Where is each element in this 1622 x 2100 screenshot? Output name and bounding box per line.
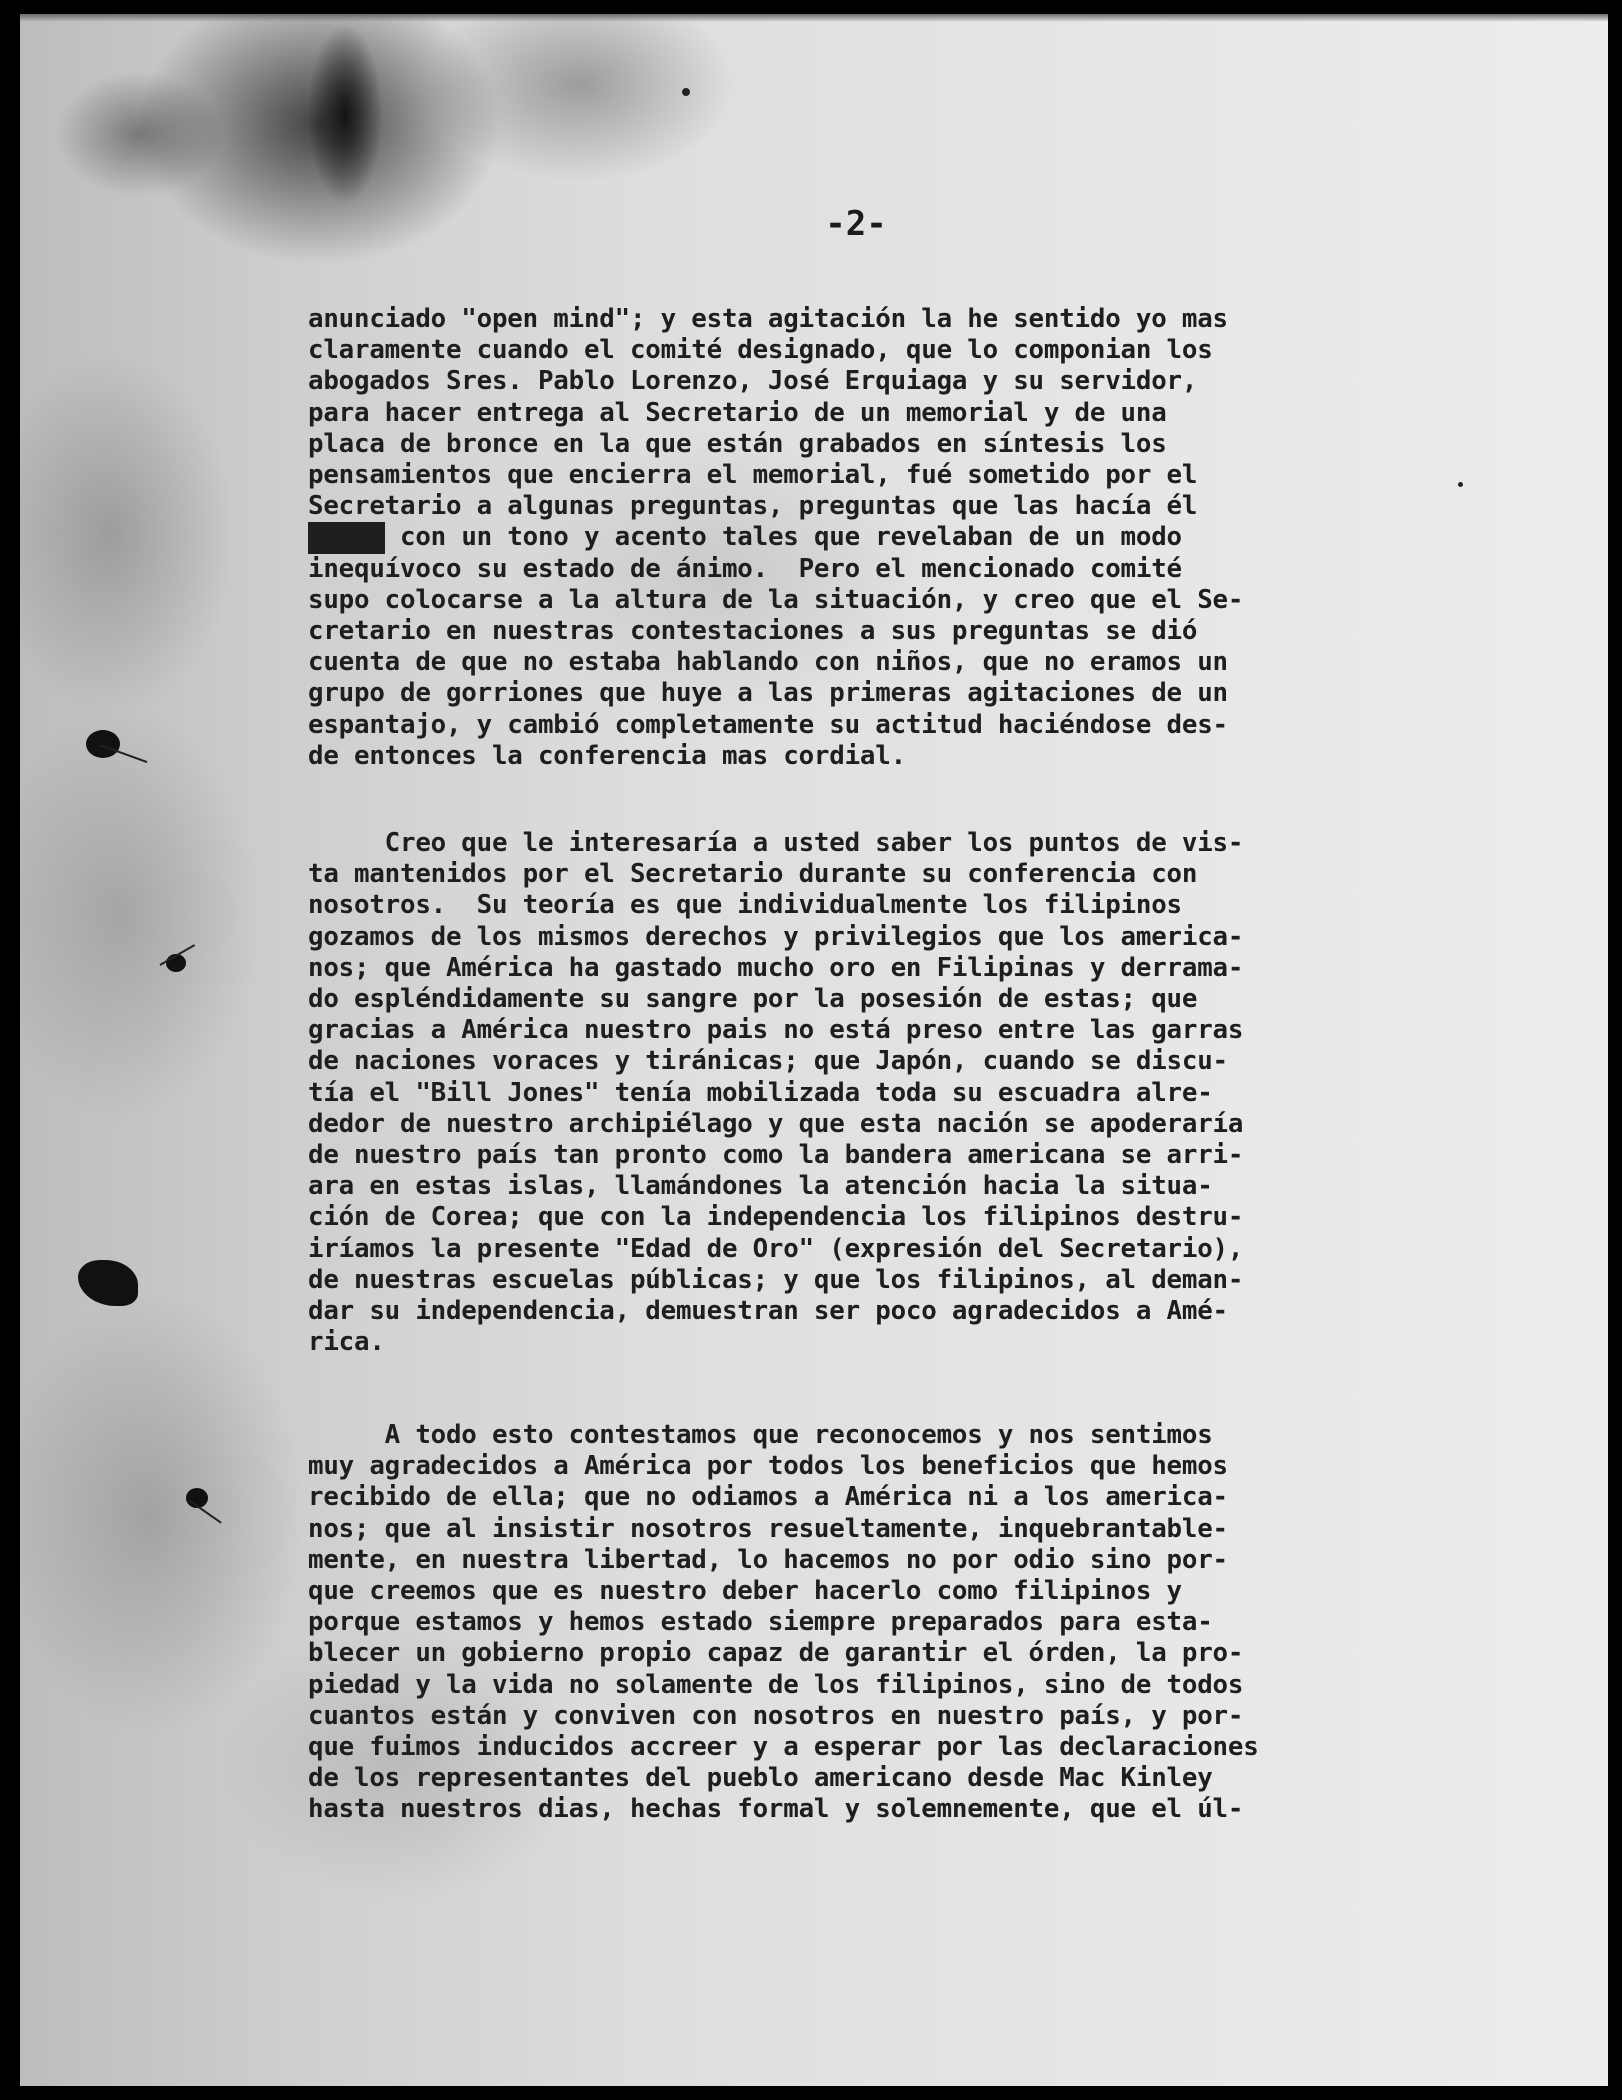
text-line: ta mantenidos por el Secretario durante su conferencia con [308,859,1198,890]
text-line: que fuimos inducidos accreer y a esperar por las declaraciones [308,1732,1259,1763]
text-line: muy agradecidos a América por todos los beneficios que hemos [308,1451,1228,1482]
struck-out-word: mismo [308,522,385,553]
text-line: gozamos de los mismos derechos y privilegios que los america- [308,921,1244,952]
text-line: rica. [308,1327,385,1358]
text-line: do espléndidamente su sangre por la posesión de estas; que [308,984,1198,1015]
ink-speck [682,88,690,96]
text-line: dedor de nuestro archipiélago y que esta nación se apoderaría [308,1108,1244,1139]
text-line: anunciado "open mind"; y esta agitación la he sentido yo mas [308,304,1228,334]
text-line: nos; que al insistir nosotros resueltamente, inquebrantable- [308,1513,1228,1544]
text-line: de nuestras escuelas públicas; y que los filipinos, al deman- [308,1264,1244,1295]
page-number: -2- [825,204,887,244]
paragraph-3 [308,1420,1478,1826]
text-line: inequívoco su estado de ánimo. Pero el mencionado comité [308,553,1182,584]
text-line: placa de bronce en la que están grabados en síntesis los [308,428,1167,459]
text-line: iríamos la presente "Edad de Oro" (expresión del Secretario), [308,1233,1244,1264]
text-line: supo colocarse a la altura de la situación, y creo que el Se- [308,584,1244,615]
text-line: de entonces la conferencia mas cordial. [308,740,906,771]
text-line: nos; que América ha gastado mucho oro en Filipinas y derrama- [308,952,1244,983]
text-line: abogados Sres. Pablo Lorenzo, José Erquiaga y su servidor, [308,366,1198,397]
text-line: nosotros. Su teoría es que individualmente los filipinos [308,890,1182,921]
text-line: que creemos que es nuestro deber hacerlo como filipinos y [308,1576,1182,1607]
paragraph-1 [308,304,1478,772]
text-line: de naciones voraces y tiránicas; que Japón, cuando se discu- [308,1046,1228,1077]
text-line: gracias a América nuestro pais no está preso entre las garras [308,1015,1244,1046]
text-line: claramente cuando el comité designado, que lo componian los [308,335,1213,366]
text-line: ción de Corea; que con la independencia los filipinos destru- [308,1202,1244,1233]
text-line: pensamientos que encierra el memorial, fué sometido por el [308,460,1198,491]
text-line: grupo de gorriones que huye a las primeras agitaciones de un [308,678,1228,709]
text-line: cuenta de que no estaba hablando con niños, que no eramos un [308,647,1228,678]
text-line: piedad y la vida no solamente de los filipinos, sino de todos [308,1669,1244,1700]
document-page [20,14,1608,2086]
text-line: de nuestro país tan pronto como la bandera americana se arri- [308,1140,1244,1171]
text-line: ara en estas islas, llamándones la atención hacia la situa- [308,1171,1213,1202]
text-line: porque estamos y hemos estado siempre preparados para esta- [308,1607,1213,1638]
text-line: de los representantes del pueblo americano desde Mac Kinley [308,1763,1213,1794]
text-line: mente, en nuestra libertad, lo hacemos no por odio sino por- [308,1544,1228,1575]
text-line: A todo esto contestamos que reconocemos y nos sentimos [308,1420,1213,1450]
text-line: cuantos están y conviven con nosotros en nuestro país, y por- [308,1700,1244,1731]
punch-hole [86,730,120,758]
text-line: blecer un gobierno propio capaz de garantir el órden, la pro- [308,1638,1244,1669]
punch-hole [78,1260,138,1306]
text-line: dar su independencia, demuestran ser poco agradecidos a Amé- [308,1296,1228,1327]
text-line: hasta nuestros dias, hechas formal y solemnemente, que el úl- [308,1794,1244,1825]
text-line: espantajo, y cambió completamente su actitud haciéndose des- [308,709,1228,740]
text-line: para hacer entrega al Secretario de un memorial y de una [308,397,1167,428]
text-line: Secretario a algunas preguntas, preguntas que las hacía él [308,491,1198,522]
page-top-edge [20,14,1608,22]
text-line: recibido de ella; que no odiamos a América ni a los america- [308,1482,1228,1513]
text-line-with-strikeout [308,522,1478,553]
text-line: Creo que le interesaría a usted saber los puntos de vis- [308,828,1244,858]
text-line: cretario en nuestras contestaciones a sus preguntas se dió [308,616,1198,647]
text-line-rest: con un tono y acento tales que revelaban de un modo [400,522,1182,553]
text-line: tía el "Bill Jones" tenía mobilizada toda su escuadra alre- [308,1077,1213,1108]
paragraph-2 [308,828,1478,1358]
binding-damage [290,14,400,264]
